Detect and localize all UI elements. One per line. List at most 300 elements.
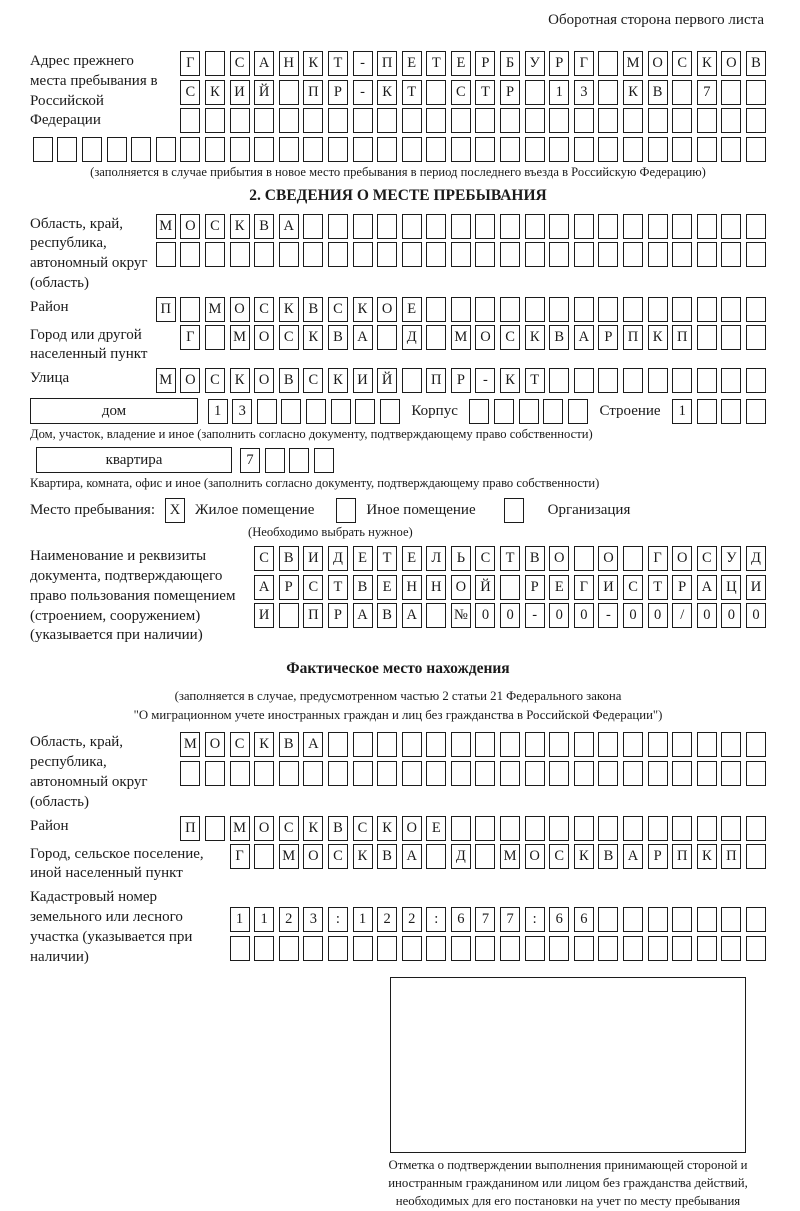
grid-cell[interactable]: [525, 242, 545, 267]
grid-cell[interactable]: Г: [574, 575, 594, 600]
grid-cell[interactable]: К: [500, 368, 520, 393]
grid-cell[interactable]: [353, 732, 373, 757]
grid-cell[interactable]: [353, 214, 373, 239]
grid-cell[interactable]: [475, 732, 495, 757]
grid-cell[interactable]: У: [525, 51, 545, 76]
grid-cell[interactable]: К: [303, 816, 323, 841]
grid-cell[interactable]: [648, 108, 668, 133]
grid-cell[interactable]: [721, 816, 741, 841]
grid-cell[interactable]: В: [328, 816, 348, 841]
grid-cell[interactable]: [426, 214, 446, 239]
checkbox-organization[interactable]: [504, 498, 524, 523]
grid-cell[interactable]: В: [598, 844, 618, 869]
grid-cell[interactable]: Е: [549, 575, 569, 600]
grid-cell[interactable]: [494, 399, 514, 424]
grid-cell[interactable]: [574, 732, 594, 757]
grid-cell[interactable]: [328, 732, 348, 757]
grid-cell[interactable]: [697, 137, 717, 162]
grid-cell[interactable]: [574, 936, 594, 961]
grid-cell[interactable]: О: [180, 214, 200, 239]
grid-cell[interactable]: Т: [500, 546, 520, 571]
grid-cell[interactable]: [672, 214, 692, 239]
grid-cell[interactable]: К: [230, 368, 250, 393]
grid-cell[interactable]: [402, 936, 422, 961]
grid-cell[interactable]: [574, 214, 594, 239]
grid-cell[interactable]: К: [353, 297, 373, 322]
grid-cell[interactable]: О: [254, 325, 274, 350]
grid-cell[interactable]: [574, 761, 594, 786]
grid-cell[interactable]: [451, 936, 471, 961]
grid-cell[interactable]: [746, 242, 766, 267]
grid-cell[interactable]: Т: [377, 546, 397, 571]
grid-cell[interactable]: [549, 936, 569, 961]
grid-cell[interactable]: 3: [574, 80, 594, 105]
grid-cell[interactable]: [697, 108, 717, 133]
grid-cell[interactable]: С: [697, 546, 717, 571]
grid-cell[interactable]: О: [549, 546, 569, 571]
grid-cell[interactable]: [697, 732, 717, 757]
grid-cell[interactable]: В: [303, 297, 323, 322]
grid-cell[interactable]: [746, 732, 766, 757]
grid-cell[interactable]: О: [721, 51, 741, 76]
grid-cell[interactable]: [279, 80, 299, 105]
grid-cell[interactable]: [746, 368, 766, 393]
grid-cell[interactable]: О: [402, 816, 422, 841]
grid-cell[interactable]: [648, 732, 668, 757]
grid-cell[interactable]: [598, 732, 618, 757]
grid-cell[interactable]: [230, 761, 250, 786]
grid-cell[interactable]: 1: [230, 907, 250, 932]
grid-cell[interactable]: [721, 732, 741, 757]
grid-cell[interactable]: [402, 732, 422, 757]
grid-cell[interactable]: 0: [549, 603, 569, 628]
grid-cell[interactable]: [697, 761, 717, 786]
grid-cell[interactable]: П: [426, 368, 446, 393]
grid-cell[interactable]: [402, 214, 422, 239]
grid-cell[interactable]: Т: [402, 80, 422, 105]
grid-cell[interactable]: [254, 137, 274, 162]
grid-cell[interactable]: Р: [648, 844, 668, 869]
grid-cell[interactable]: [475, 242, 495, 267]
grid-cell[interactable]: Е: [402, 546, 422, 571]
grid-cell[interactable]: [475, 761, 495, 786]
grid-cell[interactable]: [623, 816, 643, 841]
grid-cell[interactable]: [426, 137, 446, 162]
grid-cell[interactable]: [254, 242, 274, 267]
grid-cell[interactable]: [549, 108, 569, 133]
grid-cell[interactable]: Р: [328, 603, 348, 628]
grid-cell[interactable]: Г: [180, 51, 200, 76]
grid-cell[interactable]: [254, 761, 274, 786]
grid-cell[interactable]: [672, 816, 692, 841]
grid-cell[interactable]: [353, 242, 373, 267]
grid-cell[interactable]: Е: [402, 51, 422, 76]
grid-cell[interactable]: [574, 108, 594, 133]
grid-cell[interactable]: [426, 761, 446, 786]
grid-cell[interactable]: К: [328, 368, 348, 393]
grid-cell[interactable]: Ц: [721, 575, 741, 600]
grid-cell[interactable]: [525, 936, 545, 961]
grid-cell[interactable]: [525, 214, 545, 239]
grid-cell[interactable]: [525, 137, 545, 162]
grid-cell[interactable]: -: [598, 603, 618, 628]
grid-cell[interactable]: 1: [353, 907, 373, 932]
grid-cell[interactable]: 1: [208, 399, 228, 424]
grid-cell[interactable]: [746, 844, 766, 869]
grid-cell[interactable]: [574, 137, 594, 162]
grid-cell[interactable]: О: [205, 732, 225, 757]
grid-cell[interactable]: [377, 137, 397, 162]
grid-cell[interactable]: [451, 242, 471, 267]
grid-cell[interactable]: [598, 907, 618, 932]
grid-cell[interactable]: [598, 761, 618, 786]
grid-cell[interactable]: 6: [549, 907, 569, 932]
grid-cell[interactable]: Р: [451, 368, 471, 393]
grid-cell[interactable]: Т: [426, 51, 446, 76]
grid-cell[interactable]: В: [353, 575, 373, 600]
house-box[interactable]: дом: [30, 398, 198, 424]
grid-cell[interactable]: П: [303, 603, 323, 628]
grid-cell[interactable]: [697, 297, 717, 322]
grid-cell[interactable]: [57, 137, 77, 162]
grid-cell[interactable]: К: [623, 80, 643, 105]
grid-cell[interactable]: [303, 761, 323, 786]
grid-cell[interactable]: А: [353, 325, 373, 350]
grid-cell[interactable]: Д: [328, 546, 348, 571]
grid-cell[interactable]: [623, 137, 643, 162]
grid-cell[interactable]: [500, 732, 520, 757]
grid-cell[interactable]: [525, 108, 545, 133]
grid-cell[interactable]: -: [353, 51, 373, 76]
grid-cell[interactable]: [697, 214, 717, 239]
grid-cell[interactable]: Т: [525, 368, 545, 393]
grid-cell[interactable]: [721, 80, 741, 105]
grid-cell[interactable]: О: [451, 575, 471, 600]
grid-cell[interactable]: [451, 732, 471, 757]
grid-cell[interactable]: [377, 214, 397, 239]
grid-cell[interactable]: С: [475, 546, 495, 571]
grid-cell[interactable]: [402, 761, 422, 786]
grid-cell[interactable]: К: [230, 214, 250, 239]
grid-cell[interactable]: М: [623, 51, 643, 76]
grid-cell[interactable]: [746, 936, 766, 961]
grid-cell[interactable]: [156, 137, 176, 162]
grid-cell[interactable]: Р: [279, 575, 299, 600]
grid-cell[interactable]: М: [205, 297, 225, 322]
grid-cell[interactable]: [598, 242, 618, 267]
grid-cell[interactable]: [746, 137, 766, 162]
grid-cell[interactable]: Б: [500, 51, 520, 76]
grid-cell[interactable]: 7: [475, 907, 495, 932]
grid-cell[interactable]: [254, 844, 274, 869]
grid-cell[interactable]: [426, 325, 446, 350]
grid-cell[interactable]: К: [303, 51, 323, 76]
grid-cell[interactable]: О: [672, 546, 692, 571]
grid-cell[interactable]: [746, 816, 766, 841]
grid-cell[interactable]: Н: [426, 575, 446, 600]
grid-cell[interactable]: [648, 214, 668, 239]
grid-cell[interactable]: [721, 936, 741, 961]
grid-cell[interactable]: [303, 214, 323, 239]
grid-cell[interactable]: [672, 907, 692, 932]
grid-cell[interactable]: О: [303, 844, 323, 869]
grid-cell[interactable]: [672, 137, 692, 162]
grid-cell[interactable]: [353, 108, 373, 133]
grid-cell[interactable]: Р: [672, 575, 692, 600]
grid-cell[interactable]: У: [721, 546, 741, 571]
grid-cell[interactable]: /: [672, 603, 692, 628]
grid-cell[interactable]: С: [303, 368, 323, 393]
grid-cell[interactable]: К: [697, 844, 717, 869]
grid-cell[interactable]: [426, 108, 446, 133]
grid-cell[interactable]: [648, 936, 668, 961]
grid-cell[interactable]: С: [205, 368, 225, 393]
grid-cell[interactable]: [180, 761, 200, 786]
grid-cell[interactable]: [672, 108, 692, 133]
grid-cell[interactable]: [623, 907, 643, 932]
grid-cell[interactable]: П: [156, 297, 176, 322]
grid-cell[interactable]: А: [623, 844, 643, 869]
grid-cell[interactable]: [672, 936, 692, 961]
grid-cell[interactable]: Г: [574, 51, 594, 76]
grid-cell[interactable]: [402, 242, 422, 267]
grid-cell[interactable]: [574, 242, 594, 267]
apartment-box[interactable]: квартира: [36, 447, 232, 473]
grid-cell[interactable]: [697, 325, 717, 350]
grid-cell[interactable]: К: [205, 80, 225, 105]
grid-cell[interactable]: [598, 214, 618, 239]
grid-cell[interactable]: [623, 297, 643, 322]
grid-cell[interactable]: А: [402, 603, 422, 628]
grid-cell[interactable]: В: [746, 51, 766, 76]
grid-cell[interactable]: [549, 368, 569, 393]
grid-cell[interactable]: А: [303, 732, 323, 757]
grid-cell[interactable]: О: [180, 368, 200, 393]
grid-cell[interactable]: [279, 761, 299, 786]
grid-cell[interactable]: [33, 137, 53, 162]
grid-cell[interactable]: -: [353, 80, 373, 105]
grid-cell[interactable]: Й: [475, 575, 495, 600]
grid-cell[interactable]: И: [353, 368, 373, 393]
grid-cell[interactable]: Ь: [451, 546, 471, 571]
grid-cell[interactable]: [500, 575, 520, 600]
grid-cell[interactable]: П: [377, 51, 397, 76]
grid-cell[interactable]: О: [598, 546, 618, 571]
grid-cell[interactable]: С: [254, 546, 274, 571]
grid-cell[interactable]: [697, 907, 717, 932]
grid-cell[interactable]: [205, 51, 225, 76]
grid-cell[interactable]: [289, 448, 309, 473]
grid-cell[interactable]: [549, 732, 569, 757]
grid-cell[interactable]: -: [475, 368, 495, 393]
grid-cell[interactable]: [746, 907, 766, 932]
grid-cell[interactable]: С: [279, 816, 299, 841]
grid-cell[interactable]: В: [648, 80, 668, 105]
grid-cell[interactable]: В: [549, 325, 569, 350]
grid-cell[interactable]: 2: [377, 907, 397, 932]
grid-cell[interactable]: А: [697, 575, 717, 600]
grid-cell[interactable]: С: [549, 844, 569, 869]
grid-cell[interactable]: [402, 368, 422, 393]
grid-cell[interactable]: [648, 242, 668, 267]
grid-cell[interactable]: :: [328, 907, 348, 932]
grid-cell[interactable]: [574, 546, 594, 571]
grid-cell[interactable]: [353, 936, 373, 961]
grid-cell[interactable]: [525, 297, 545, 322]
grid-cell[interactable]: [598, 108, 618, 133]
grid-cell[interactable]: А: [353, 603, 373, 628]
grid-cell[interactable]: [107, 137, 127, 162]
grid-cell[interactable]: [721, 907, 741, 932]
grid-cell[interactable]: [697, 368, 717, 393]
grid-cell[interactable]: [131, 137, 151, 162]
grid-cell[interactable]: В: [377, 844, 397, 869]
grid-cell[interactable]: [402, 108, 422, 133]
grid-cell[interactable]: П: [672, 325, 692, 350]
grid-cell[interactable]: 0: [623, 603, 643, 628]
grid-cell[interactable]: [500, 297, 520, 322]
grid-cell[interactable]: 0: [746, 603, 766, 628]
grid-cell[interactable]: 2: [279, 907, 299, 932]
grid-cell[interactable]: [568, 399, 588, 424]
grid-cell[interactable]: [82, 137, 102, 162]
grid-cell[interactable]: В: [328, 325, 348, 350]
grid-cell[interactable]: [426, 80, 446, 105]
grid-cell[interactable]: [180, 137, 200, 162]
grid-cell[interactable]: К: [353, 844, 373, 869]
grid-cell[interactable]: №: [451, 603, 471, 628]
grid-cell[interactable]: С: [500, 325, 520, 350]
grid-cell[interactable]: Е: [353, 546, 373, 571]
grid-cell[interactable]: [672, 732, 692, 757]
grid-cell[interactable]: [697, 399, 717, 424]
grid-cell[interactable]: [598, 137, 618, 162]
grid-cell[interactable]: [380, 399, 400, 424]
grid-cell[interactable]: [377, 242, 397, 267]
grid-cell[interactable]: П: [303, 80, 323, 105]
grid-cell[interactable]: П: [180, 816, 200, 841]
grid-cell[interactable]: 1: [549, 80, 569, 105]
grid-cell[interactable]: [672, 761, 692, 786]
grid-cell[interactable]: 7: [240, 448, 260, 473]
grid-cell[interactable]: [574, 368, 594, 393]
grid-cell[interactable]: [648, 761, 668, 786]
grid-cell[interactable]: В: [377, 603, 397, 628]
grid-cell[interactable]: [672, 242, 692, 267]
grid-cell[interactable]: [306, 399, 326, 424]
grid-cell[interactable]: [328, 242, 348, 267]
grid-cell[interactable]: Л: [426, 546, 446, 571]
grid-cell[interactable]: Т: [328, 51, 348, 76]
grid-cell[interactable]: О: [254, 368, 274, 393]
grid-cell[interactable]: [279, 242, 299, 267]
grid-cell[interactable]: [721, 242, 741, 267]
grid-cell[interactable]: [525, 816, 545, 841]
grid-cell[interactable]: Р: [328, 80, 348, 105]
grid-cell[interactable]: [721, 368, 741, 393]
grid-cell[interactable]: М: [230, 325, 250, 350]
grid-cell[interactable]: [205, 108, 225, 133]
grid-cell[interactable]: [721, 137, 741, 162]
grid-cell[interactable]: [257, 399, 277, 424]
grid-cell[interactable]: [648, 816, 668, 841]
grid-cell[interactable]: [549, 214, 569, 239]
grid-cell[interactable]: 0: [697, 603, 717, 628]
grid-cell[interactable]: [426, 297, 446, 322]
grid-cell[interactable]: [205, 761, 225, 786]
grid-cell[interactable]: С: [672, 51, 692, 76]
grid-cell[interactable]: 6: [451, 907, 471, 932]
grid-cell[interactable]: [475, 936, 495, 961]
grid-cell[interactable]: [623, 761, 643, 786]
grid-cell[interactable]: М: [279, 844, 299, 869]
grid-cell[interactable]: Е: [402, 297, 422, 322]
grid-cell[interactable]: [328, 137, 348, 162]
grid-cell[interactable]: [303, 108, 323, 133]
grid-cell[interactable]: 0: [721, 603, 741, 628]
grid-cell[interactable]: М: [451, 325, 471, 350]
grid-cell[interactable]: [519, 399, 539, 424]
grid-cell[interactable]: [721, 761, 741, 786]
grid-cell[interactable]: [648, 907, 668, 932]
grid-cell[interactable]: [746, 80, 766, 105]
grid-cell[interactable]: [525, 732, 545, 757]
grid-cell[interactable]: [353, 761, 373, 786]
grid-cell[interactable]: Д: [746, 546, 766, 571]
grid-cell[interactable]: [303, 242, 323, 267]
grid-cell[interactable]: [355, 399, 375, 424]
grid-cell[interactable]: Е: [451, 51, 471, 76]
grid-cell[interactable]: [451, 761, 471, 786]
grid-cell[interactable]: Е: [426, 816, 446, 841]
grid-cell[interactable]: [500, 214, 520, 239]
grid-cell[interactable]: А: [279, 214, 299, 239]
grid-cell[interactable]: [746, 297, 766, 322]
grid-cell[interactable]: [525, 80, 545, 105]
grid-cell[interactable]: В: [279, 732, 299, 757]
grid-cell[interactable]: М: [500, 844, 520, 869]
grid-cell[interactable]: [648, 297, 668, 322]
grid-cell[interactable]: [500, 137, 520, 162]
grid-cell[interactable]: [500, 108, 520, 133]
grid-cell[interactable]: [623, 546, 643, 571]
grid-cell[interactable]: 6: [574, 907, 594, 932]
grid-cell[interactable]: [156, 242, 176, 267]
grid-cell[interactable]: [314, 448, 334, 473]
grid-cell[interactable]: О: [648, 51, 668, 76]
grid-cell[interactable]: [281, 399, 301, 424]
grid-cell[interactable]: К: [648, 325, 668, 350]
grid-cell[interactable]: Й: [377, 368, 397, 393]
grid-cell[interactable]: [697, 936, 717, 961]
grid-cell[interactable]: 0: [500, 603, 520, 628]
grid-cell[interactable]: [500, 936, 520, 961]
grid-cell[interactable]: [623, 242, 643, 267]
grid-cell[interactable]: [672, 368, 692, 393]
grid-cell[interactable]: [549, 297, 569, 322]
grid-cell[interactable]: 1: [254, 907, 274, 932]
grid-cell[interactable]: [377, 761, 397, 786]
grid-cell[interactable]: В: [279, 546, 299, 571]
grid-cell[interactable]: Р: [549, 51, 569, 76]
grid-cell[interactable]: С: [303, 575, 323, 600]
grid-cell[interactable]: О: [377, 297, 397, 322]
grid-cell[interactable]: [598, 936, 618, 961]
grid-cell[interactable]: О: [230, 297, 250, 322]
grid-cell[interactable]: [279, 603, 299, 628]
grid-cell[interactable]: [328, 936, 348, 961]
grid-cell[interactable]: [598, 816, 618, 841]
